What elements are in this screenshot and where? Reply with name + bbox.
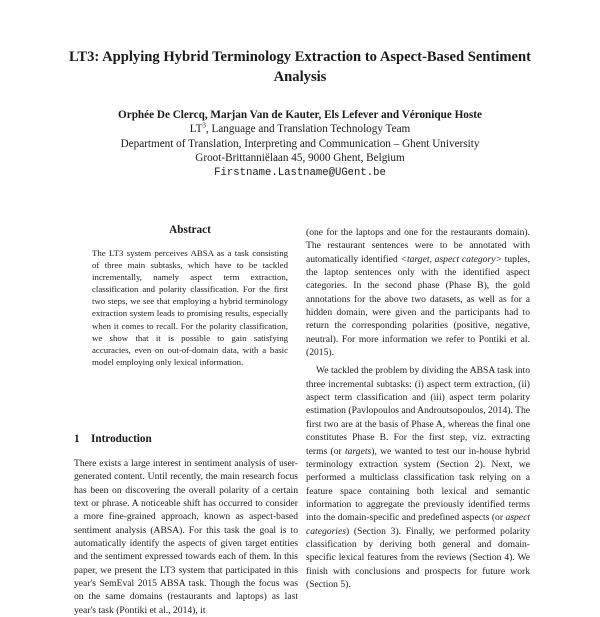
p1-italic-tuple: <target, aspect category> — [400, 253, 502, 265]
right-paragraph-1 — [306, 226, 530, 359]
affiliation-group — [40, 122, 560, 137]
group-name: , Language and Translation Technology Team — [205, 123, 411, 135]
group-superscript: 3 — [202, 121, 206, 130]
group-prefix: LT — [189, 123, 203, 135]
p2-text-start: We tackled the problem by dividing the ABSA task into three incremental subtasks: (i) aspect term extraction, (ii) aspect term classification and (iii) aspect term polarity estimation (Pavlopoulos and Androutsopoulos, 2014). The first two are at the basis of Phase A, whereas the final one constitutes Phase B. For the first step, viz. extracting terms (or — [306, 365, 530, 457]
affiliation-department: Department of Translation, Interpreting and Communication – Ghent University — [120, 137, 480, 150]
p2-italic-targets: targets — [344, 445, 372, 457]
p1-text-end: tuples, the laptop sentences only with the identified aspect categories. In the second phase (Phase B), the gold annotations for the above two datasets, as well as for a hidden domain, were given and the participants had to return the corresponding polarities (positive, negative, neutral). For more information we refer to Pontiki et al. (2015). — [306, 253, 530, 359]
p2-italic-aspect-categories: aspect categories — [306, 512, 530, 537]
author-email: Firstname.Lastname@UGent.be — [214, 166, 386, 179]
p2-text-end: ) (Section 3). Finally, we performed polarity classification by deriving both general and domain-specific lexical features from the reviews (Section 4). We finish with conclusions and prospects for future work (Section 5). — [306, 525, 530, 590]
introduction-paragraph: There exists a large interest in sentiment analysis of user-generated content. Until recently, the main research focus has been on discovering the overall polarity of a certain text or phrase. A noticeable shift has occurred to consider a more fine-grained approach, known as aspect-based sentiment analysis (ABSA). For this task the goal is to automatically identify the aspects of given target entities and the sentiment expressed towards each of them. In this paper, we present the LT3 system that participated in this year's SemEval 2015 ABSA task. Though the focus was on the same domains (restaurants and laptops) as last year's task (Pontiki et al., 2014), it — [74, 458, 298, 616]
abstract-text: The LT3 system perceives ABSA as a task consisting of three main subtasks, which have to be tackled incrementally, namely aspect term extraction, classification and polarity classification. For the first two steps, we see that employing a hybrid terminology extraction system leads to promising results, especially when it comes to recall. For the polarity classification, we show that it is possible to gain satisfying accuracies, even on out-of-domain data, with a basic model employing only lexical information. — [92, 248, 288, 367]
affiliation-address: Groot-Brittanniëlaan 45, 9000 Ghent, Belgium — [195, 152, 405, 164]
affiliation-block — [40, 122, 560, 180]
abstract-heading: Abstract — [169, 224, 211, 236]
paper-title: LT3: Applying Hybrid Terminology Extraction to Aspect-Based Sentiment Analysis — [68, 49, 532, 85]
p2-text-mid: ), we wanted to test our in-house hybrid terminology extraction system (Section 2). Next, we performed a multiclass classification task relying on a feature space containing both lexical and semantic information to aggregate the previously identified terms into the domain-specific and predefined aspects (or — [306, 445, 530, 524]
section-heading-introduction — [74, 433, 294, 445]
author-list: Orphée De Clercq, Marjan Van de Kauter, Els Lefever and Véronique Hoste — [118, 109, 482, 121]
right-paragraph-2 — [306, 364, 530, 591]
section-title: Introduction — [91, 433, 152, 445]
section-number: 1 — [74, 433, 80, 445]
right-column — [306, 226, 530, 591]
p1-text-start: (one for the laptops and one for the restaurants domain). The restaurant sentences were to be annotated with automatically identified — [306, 227, 530, 265]
